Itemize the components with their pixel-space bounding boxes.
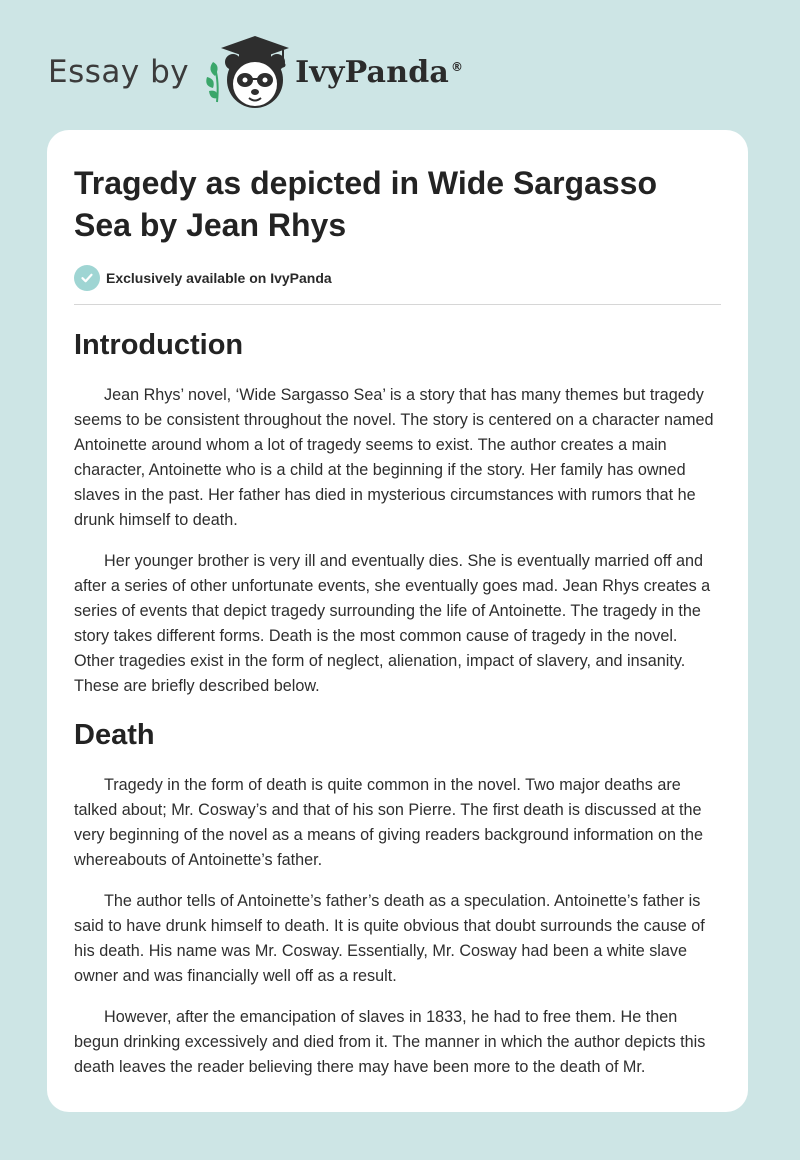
exclusive-label: Exclusively available on IvyPanda bbox=[106, 270, 332, 286]
section-heading-introduction: Introduction bbox=[74, 329, 244, 361]
divider bbox=[74, 304, 721, 305]
check-icon bbox=[74, 265, 100, 291]
brand-registered-mark: ® bbox=[451, 59, 464, 74]
brand-prefix: Essay by bbox=[48, 54, 190, 90]
brand-header[interactable] bbox=[48, 32, 463, 112]
section-heading-death: Death bbox=[74, 719, 155, 751]
essay-title: Tragedy as depicted in Wide Sargasso Sea by Jean Rhys bbox=[74, 165, 658, 243]
paragraph: The author tells of Antoinette’s father’s death as a speculation. Antoinette’s father is said to have drunk himself to death. It is quite obvious that doubt surrounds the cause of his death. His name was Mr. Cosway. Essentially, Mr. Cosway had been a white slave owner and was financially well off as a result. bbox=[74, 892, 705, 985]
brand-name: IvyPanda ® bbox=[295, 54, 464, 90]
panda-logo-icon bbox=[203, 32, 303, 112]
paragraph: Jean Rhys’ novel, ‘Wide Sargasso Sea’ is a story that has many themes but tragedy seems to be consistent throughout the novel. The story is centered on a character named Antoinette around whom a lot of tragedy seems to exist. The author creates a main character, Antoinette who is a child at the beginning if the story. Her family has owned slaves in the past. Her father has died in mysterious circumstances with rumors that he drunk himself to death. bbox=[74, 386, 714, 529]
exclusive-badge bbox=[74, 264, 721, 292]
essay-card bbox=[47, 130, 748, 1112]
paragraph: Her younger brother is very ill and eventually dies. She is eventually married off and after a series of other unfortunate events, she eventually goes mad. Jean Rhys creates a series of events that depict tragedy surrounding the life of Antoinette. The tragedy in the story takes different forms. Death is the most common cause of tragedy in the novel. Other tragedies exist in the form of neglect, alienation, impact of slavery, and insanity. These are briefly described below. bbox=[74, 552, 711, 695]
paragraph: Tragedy in the form of death is quite common in the novel. Two major deaths are talked about; Mr. Cosway’s and that of his son Pierre. The first death is discussed at the very beginning of the novel as a means of giving readers background information on the whereabouts of Antoinette’s father. bbox=[74, 776, 704, 869]
paragraph: However, after the emancipation of slaves in 1833, he had to free them. He then begun drinking excessively and died from it. The manner in which the author depicts this death leaves the reader believing there may have been more to the death of Mr. bbox=[74, 1008, 706, 1076]
